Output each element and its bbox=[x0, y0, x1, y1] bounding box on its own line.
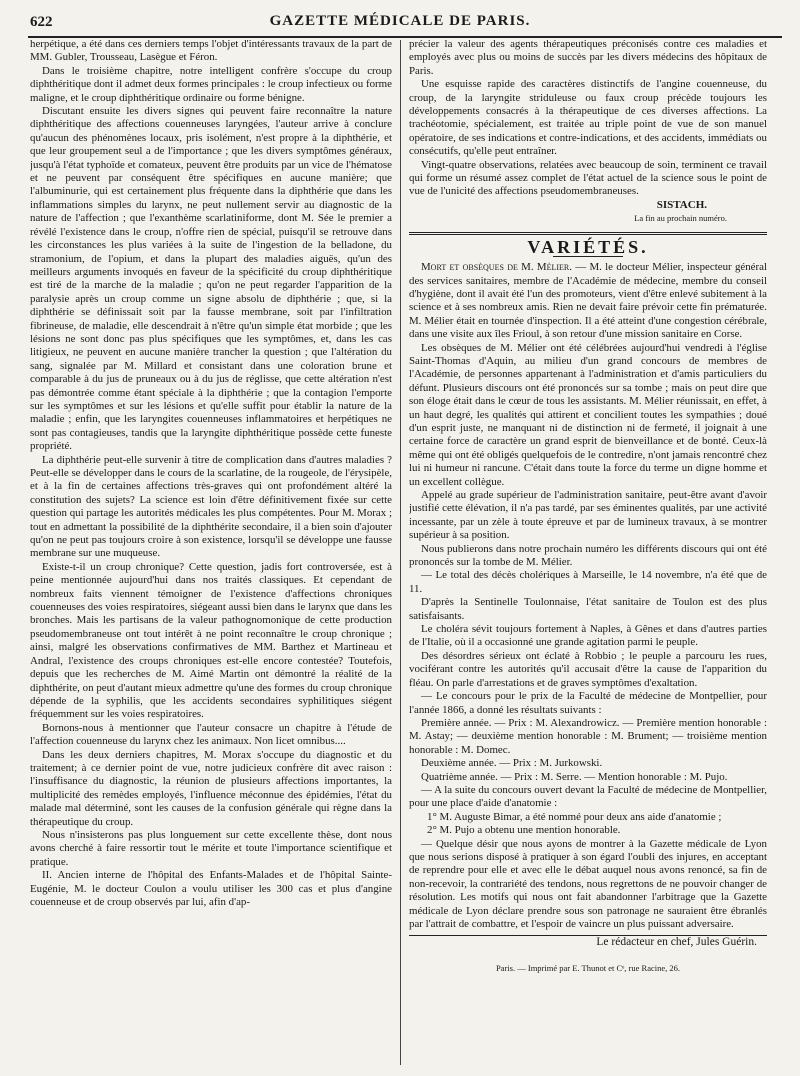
paragraph: précier la valeur des agents thérapeutiques préconisés contre ces maladies et employés avec plus ou moins de succès par les divers médecins des hôpitaux de Paris. bbox=[409, 38, 767, 77]
paragraph: — A la suite du concours ouvert devant la Faculté de médecine de Montpellier, pour une place d'aide d'anatomie : bbox=[409, 783, 767, 810]
paragraph: Nous publierons dans notre prochain numéro les différents discours qui ont été prononcés sur la tombe de M. Mélier. bbox=[409, 542, 767, 569]
editor-signature: Le rédacteur en chef, Jules Guérin. bbox=[596, 936, 757, 949]
imprint: Paris. — Imprimé par E. Thunot et Cᵉ, rue Racine, 26. bbox=[495, 962, 681, 973]
signature: SISTACH. bbox=[656, 198, 707, 211]
paragraph bbox=[409, 261, 767, 341]
left-column bbox=[30, 38, 392, 1068]
paragraph: D'après la Sentinelle Toulonnaise, l'état sanitaire de Toulon est des plus satisfaisants. bbox=[409, 596, 767, 622]
paragraph: Dans les deux derniers chapitres, M. Morax s'occupe du diagnostic et du traitement; à ce dernier point de vue, notre judicieux confrère dit avec raison : l'insuffisance du diagnostic, la réunion de plusieurs affections importantes, la multiplicité des remèdes employés, l'influence méconnue des épidémies, l'état du malade mal déterminé, sont les causes de la confusion générale qui règne dans la thérapeutique du croup. bbox=[30, 748, 392, 828]
paragraph: Deuxième année. — Prix : M. Jurkowski. bbox=[421, 757, 603, 770]
paragraph: Discutant ensuite les divers signes qui peuvent faire reconnaître la nature diphthéritique des affections couenneuses laryngées, l'auteur arrive à conclure qu'aucun des phénomènes locaux, pris isolément, n'est propre à la diphthérie, et que leur groupement seul a de l'importance ; que les divers symptômes généraux, jusqu'à l'état typhoïde et comateux, peuvent être produits par un vice de l'hématose et ne peuvent par conséquent être spécifiques en aucune manière; que l'albuminurie, qui est certainement plus fréquente dans la diphthérie que dans les inflammations simples du larynx, ne peut nullement servir au diagnostic de la nature de l'affection ; que l'exanthème scarlatiniforme, dont M. Sée le premier a révélé l'existence dans le croup, n'offre rien de spécial, puisqu'il se retrouve dans les circonstances les plus variées à la suite de l'ingestion de la belladone, du stramonium, de l'opium, et dans la plupart des maladies aiguës, qu'un des meilleurs arguments invoqués en faveur de la spécificité du croup diphthéritique est tiré de la marche de la maladie ; qu'on ne peut regarder l'apparition de la paralysie après un croup comme un signe absolu de diphthérie ; que, si la diphthérie se définissait soit par la fausse membrane, soit par l'infiltration fibrineuse, de maladie, elle descendrait à n'être qu'un simple état morbide ; que les lésions ne sont donc pas plus spécifiques que les symptômes, et, dans les cas litigieux, ne peuvent en aucune manière trancher la question ; que l'altération du sang, signalée par M. Millard et consistant dans une coloration brune et comparable à du jus de pruneaux ou à du jus de réglisse, que cette altération n'est pas démontrée comme étant spéciale à la diphthérie ; que la contagion l'emporte sur les symptômes et sur les lésions et qu'elle suffit pour établir la nature de la maladie ; enfin, que les laryngites couenneuses inflammatoires et herpétiques ne sont pas contagieuses, tandis que la laryngite diphthéritique possède cette funeste propriété. bbox=[30, 105, 392, 453]
paragraph: Quatrième année. — Prix : M. Serre. — Mention honorable : M. Pujo. bbox=[421, 770, 728, 783]
section-title: VARIÉTÉS. bbox=[527, 236, 649, 257]
paragraph: Le choléra sévit toujours fortement à Naples, à Gênes et dans d'autres parties de l'Italie, où il a occasionné une grande agitation parmi le peuple. bbox=[409, 623, 767, 649]
paragraph: II. Ancien interne de l'hôpital des Enfants-Malades et de l'hôpital Sainte-Eugénie, M. le docteur Coulon a voulu utiliser les 300 cas et plus d'angine couenneuse et de croup observés par lui, afin d'ap- bbox=[30, 869, 392, 908]
paragraph: La diphthérie peut-elle survenir à titre de complication dans d'autres maladies ? Peut-elle se développer dans le cours de la scarlatine, de la rougeole, de l'érysipèle, et à la fin de certaines affections très-graves qui ont profondément altéré la constitution des sujets? La science est loin d'être définitivement fixée sur cette question qui partage les autorités médicales les plus compétentes. Pour M. Morax ; tout en admettant la possibilité de la diphthérite secondaire, il a bien soin d'ajouter qu'on ne peut pas toujours croire à son existence, lorsqu'il se développe une fausse membrane sur une muqueuse. bbox=[30, 453, 392, 560]
paragraph: Une esquisse rapide des caractères distinctifs de l'angine couenneuse, du croup, de la laryngite striduleuse ou faux croup précède toujours les développements consacrés à la thérapeutique de ces diverses affections. La trachéotomie, spécialement, est traitée au triple point de vue de son manuel opératoire, de ses indications et contre-indications, et des accidents, immédiats ou consécutifs, qu'elle peut entraîner. bbox=[409, 78, 767, 158]
list-item: 2° M. Pujo a obtenu une mention honorable. bbox=[427, 824, 621, 837]
right-column bbox=[409, 38, 767, 1068]
paragraph: — Le total des décès cholériques à Marseille, le 14 novembre, n'a été que de 11. bbox=[409, 569, 767, 595]
paragraph: Bornons-nous à mentionner que l'auteur consacre un chapitre à l'étude de l'affection couenneuse du larynx chez les animaux. Non licet omnibus.... bbox=[30, 721, 392, 748]
running-head: GAZETTE MÉDICALE DE PARIS. bbox=[269, 13, 531, 29]
paragraph-text: — M. le docteur Mélier, inspecteur général des services sanitaires, membre de l'Académie de médecine, membre du conseil d'hygiène, dont il avait été l'un des promoteurs, vient d'être enlevé subitement à la science et à ses nombreux amis. Rien ne devait faire prévoir cette fin prématurée. M. Mélier était en tournée d'inspection. Il a été atteint d'une congestion cérébrale, dans une visite aux îles Frioul, à son retour d'une mission sanitaire en Corse. bbox=[409, 261, 767, 341]
page-number: 622 bbox=[30, 14, 53, 30]
paragraph: Les obsèques de M. Mélier ont été célébrées aujourd'hui vendredi à l'église Saint-Thomas d'Aquin, au milieu d'un grand concours de membres de l'Académie, de personnes appartenant à l'administration et d'amis particuliers du défunt. Plusieurs discours ont été prononcés sur sa tombe ; mais on peut dire que son éloge était dans le cœur de tous les assistants. M. Mélier réunissait, en effet, à un haut degré, les qualités qui attirent et concilient toutes les sympathies ; doué d'un esprit juste, ne manquant ni de distinction ni de fermeté, il joignait à une certaine force de caractère un grand esprit de bienveillance et de bonté. Ceux-là même qui ont été obligés quelquefois de le contredire, n'ont jamais rencontré chez lui ni humeur ni rancune. C'était dans toute la force du terme un digne homme et un excellent collègue. bbox=[409, 341, 767, 488]
paragraph: Première année. — Prix : M. Alexandrowicz. — Première mention honorable : M. Astay; — deuxième mention honorable : M. Brument; — troisième mention honorable : M. Domec. bbox=[409, 716, 767, 756]
list-item: 1° M. Auguste Bimar, a été nommé pour deux ans aide d'anatomie ; bbox=[427, 810, 722, 823]
paragraph: Appelé au grade supérieur de l'administration sanitaire, peut-être avant d'avoir justifié cette élévation, il n'a pas tardé, par ses éminentes qualités, par une activité incessante, par un zèle à toute épreuve et par de lumineux travaux, à se montrer supérieur à sa position. bbox=[409, 489, 767, 542]
paragraph: Vingt-quatre observations, relatées avec beaucoup de soin, terminent ce travail qui forme un résumé assez complet de l'état actuel de la science sous le point de vue de l'unicité des affections pseudomembraneuses. bbox=[409, 158, 767, 198]
column-divider bbox=[400, 40, 401, 1065]
paragraph: Des désordres sérieux ont éclaté à Robbio ; le peuple a parcouru les rues, vociférant contre les autorités qu'il accusait d'être la cause de l'apparition du fléau. On parle d'arrestations et de graves symptômes d'exaltation. bbox=[409, 649, 767, 689]
paragraph: Existe-t-il un croup chronique? Cette question, jadis fort controversée, est à peine mentionnée aujourd'hui dans nos traités classiques. Et cependant de nombreux faits viennent témoigner de l'existence d'affections chroniques couenneuses des voies respiratoires, siégeant aussi bien dans le larynx que dans les bronches. Mais les partisans de la valeur pathognomonique de cette production pseudomembraneuse ont tout intérêt à ne point reconnaître le croup chronique ; ainsi, malgré les observations confirmatives de MM. Barthez et Martineau et Andral, l'existence des croups chroniques est-elle encore contestée? Toutefois, depuis que les recherches de M. Aimé Martin ont démontré la réalité de la diphthérite, on peut d'autant mieux admettre qu'une des formes du croup chronique dépende de la syphilis, que les accidents secondaires syphilitiques siégent fréquemment sur les voies respiratoires. bbox=[30, 560, 392, 721]
paragraph: herpétique, a été dans ces derniers temps l'objet d'intéressants travaux de la part de MM. Gubler, Trousseau, Lasègue et Féron. bbox=[30, 38, 392, 64]
paragraph: Dans le troisième chapitre, notre intelligent confrère s'occupe du croup diphthéritique dont il admet deux formes principales : le croup infectieux ou forme maligne, et le croup diphthéritique ordinaire ou forme bénigne. bbox=[30, 64, 392, 104]
lead-caption: Mort et obsèques de M. Mélier. bbox=[421, 261, 572, 274]
paragraph: — Quelque désir que nous ayons de montrer à la Gazette médicale de Lyon que nous serions disposé à pratiquer à son égard l'oubli des injures, en acceptant de reprendre pour elle et avec elle le débat auquel nous avons renoncé, sa fin de non-recevoir, la contrariété des tendons, nous regrettons de ne pouvoir changer de résolution. Les motifs qui nous ont fait abandonner l'arbitrage que la Gazette médicale de Lyon déclare prendre sous son patronage ne sauraient être ébranlés par l'attrait de combattre, et l'espoir de vaincre un plus puissant adversaire. bbox=[409, 837, 767, 930]
continued-note: La fin au prochain numéro. bbox=[634, 213, 727, 224]
paragraph: — Le concours pour le prix de la Faculté de médecine de Montpellier, pour l'année 1866, a donné les résultats suivants : bbox=[409, 690, 767, 716]
section-rule bbox=[409, 232, 767, 235]
paragraph: Nous n'insisterons pas plus longuement sur cette excellente thèse, dont nous avons cherché à faire ressortir tout le mérite et toute l'importance scientifique et pratique. bbox=[30, 828, 392, 868]
